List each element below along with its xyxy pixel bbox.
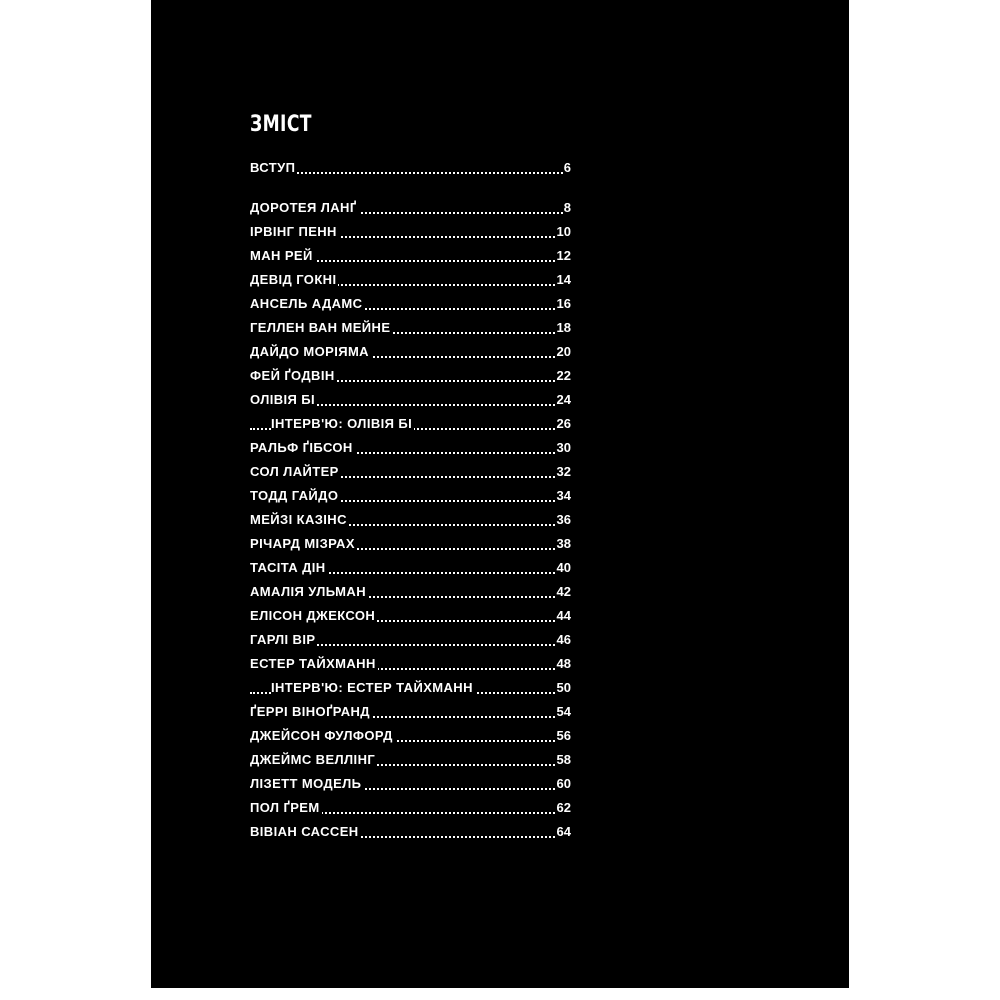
toc-entry (250, 605, 571, 629)
toc-entry-title: ПОЛ ҐРЕМ (250, 800, 320, 815)
toc-entry (250, 293, 571, 317)
toc-entry-title: МЕЙЗІ КАЗІНС (250, 512, 347, 527)
toc-entry-page: 48 (556, 656, 571, 671)
toc-entry-title: ҐЕРРІ ВІНОҐРАНД (250, 704, 370, 719)
toc-entry-title: ДАЙДО МОРІЯМА (250, 344, 369, 359)
toc-entry (250, 749, 571, 773)
toc-entry-page: 16 (556, 296, 571, 311)
toc-entry-title: АНСЕЛЬ АДАМС (250, 296, 363, 311)
toc-entry-page: 26 (556, 416, 571, 431)
toc-entry (250, 509, 571, 533)
toc-entry-page: 30 (556, 440, 571, 455)
toc-entry-page: 10 (556, 224, 571, 239)
toc-entry (250, 269, 571, 293)
toc-entry (250, 197, 571, 221)
toc-entry (250, 341, 571, 365)
toc-entry (250, 581, 571, 605)
toc-entry-page: 6 (563, 160, 571, 175)
toc-entry-title: ЕЛІСОН ДЖЕКСОН (250, 608, 376, 623)
toc-entry (250, 365, 571, 389)
toc-entry (250, 797, 571, 821)
toc-entry-title: ЛІЗЕТТ МОДЕЛЬ (250, 776, 362, 791)
toc-entry-title: ВІВІАН САССЕН (250, 824, 359, 839)
toc-entry-page: 22 (556, 368, 571, 383)
toc-entry (250, 653, 571, 677)
toc-entry-title: ВСТУП (250, 160, 296, 175)
toc-entry-title: СОЛ ЛАЙТЕР (250, 464, 339, 479)
toc-entry (250, 437, 571, 461)
toc-entry-page: 18 (556, 320, 571, 335)
toc-entry (250, 533, 571, 557)
toc-entry-page: 38 (556, 536, 571, 551)
toc-entry-page: 34 (556, 488, 571, 503)
toc-heading: ЗМІСТ (250, 112, 312, 137)
toc-entry-page: 42 (556, 584, 571, 599)
toc-entry-title: ДЕВІД ГОКНІ (250, 272, 337, 287)
toc-entry (250, 485, 571, 509)
toc-entry-title: ІРВІНГ ПЕНН (250, 224, 337, 239)
toc-subentry (250, 413, 571, 437)
toc-entry-page: 62 (556, 800, 571, 815)
toc-entry (250, 701, 571, 725)
toc-entry (250, 245, 571, 269)
toc-entry (250, 725, 571, 749)
dot-leader (250, 172, 571, 174)
toc-entry-page: 40 (556, 560, 571, 575)
toc-entry-title: ІНТЕРВ'Ю: ЕСТЕР ТАЙХМАНН (271, 680, 473, 695)
toc-entry-title: ГАРЛІ ВІР (250, 632, 316, 647)
book-page (151, 0, 849, 988)
toc-entry (250, 317, 571, 341)
toc-list (250, 157, 571, 845)
toc-entry-page: 56 (556, 728, 571, 743)
toc-entry-page: 14 (556, 272, 571, 287)
toc-entry-title: ДЖЕЙСОН ФУЛФОРД (250, 728, 393, 743)
toc-entry-title: АМАЛІЯ УЛЬМАН (250, 584, 366, 599)
toc-entry (250, 821, 571, 845)
toc-entry-page: 20 (556, 344, 571, 359)
toc-entry-title: ТАСІТА ДІН (250, 560, 326, 575)
toc-entry-page: 64 (556, 824, 571, 839)
toc-entry-title: ТОДД ГАЙДО (250, 488, 339, 503)
toc-entry (250, 389, 571, 413)
toc-entry-title: РІЧАРД МІЗРАХ (250, 536, 355, 551)
toc-entry-page: 46 (556, 632, 571, 647)
toc-entry-page: 54 (556, 704, 571, 719)
toc-entry-title: МАН РЕЙ (250, 248, 313, 263)
toc-entry-page: 50 (556, 680, 571, 695)
toc-entry-title: ФЕЙ ҐОДВІН (250, 368, 335, 383)
toc-entry-page: 44 (556, 608, 571, 623)
toc-entry-title: ІНТЕРВ'Ю: ОЛІВІЯ БІ (271, 416, 413, 431)
toc-entry (250, 773, 571, 797)
toc-entry-page: 58 (556, 752, 571, 767)
toc-entry-page: 32 (556, 464, 571, 479)
toc-subentry (250, 677, 571, 701)
toc-entry-page: 60 (556, 776, 571, 791)
toc-entry (250, 461, 571, 485)
toc-entry-page: 12 (556, 248, 571, 263)
toc-entry (250, 157, 571, 181)
toc-entry-title: РАЛЬФ ҐІБСОН (250, 440, 353, 455)
toc-entry-title: ОЛІВІЯ БІ (250, 392, 316, 407)
toc-entry-title: ДЖЕЙМС ВЕЛЛІНГ (250, 752, 376, 767)
toc-entry-title: ДОРОТЕЯ ЛАНҐ (250, 200, 357, 215)
toc-entry (250, 629, 571, 653)
toc-entry (250, 221, 571, 245)
toc-entry (250, 557, 571, 581)
toc-entry-page: 36 (556, 512, 571, 527)
toc-entry-title: ЕСТЕР ТАЙХМАНН (250, 656, 376, 671)
toc-entry-page: 24 (556, 392, 571, 407)
toc-entry-title: ГЕЛЛЕН ВАН МЕЙНЕ (250, 320, 391, 335)
toc-entry-page: 8 (563, 200, 571, 215)
